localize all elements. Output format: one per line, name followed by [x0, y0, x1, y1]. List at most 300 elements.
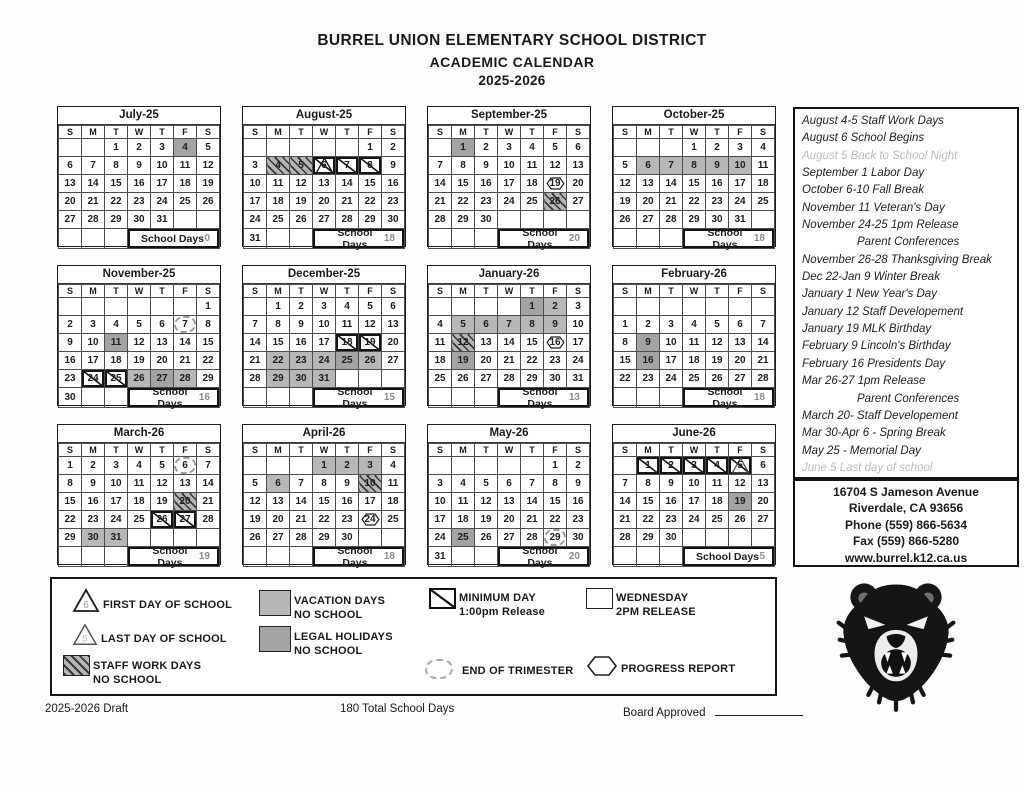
day-number: 26	[711, 373, 723, 384]
day-cell	[267, 370, 290, 388]
day-number: 3	[506, 142, 512, 153]
day-cell	[614, 175, 637, 193]
day-number: 7	[506, 319, 512, 330]
day-cell	[382, 157, 405, 175]
day-number: 31	[110, 532, 122, 543]
day-cell	[336, 157, 359, 175]
day-number: 17	[572, 337, 584, 348]
day-number: 22	[272, 355, 284, 366]
day-number: 4	[460, 478, 466, 489]
day-number: 22	[619, 373, 631, 384]
legend-first-day-label: FIRST DAY OF SCHOOL	[103, 599, 233, 611]
school-days-label: School Days	[337, 385, 373, 410]
day-cell	[614, 511, 637, 529]
day-cell	[244, 370, 267, 388]
day-number: 18	[457, 514, 469, 525]
day-cell	[59, 175, 82, 193]
school-days-box	[498, 544, 589, 569]
day-cell	[752, 493, 775, 511]
day-number: 31	[249, 233, 261, 244]
day-number: 19	[619, 196, 631, 207]
legend-vacation-sub: NO SCHOOL	[294, 609, 363, 621]
day-number: 29	[64, 532, 76, 543]
day-number: 21	[503, 355, 515, 366]
day-cell	[267, 388, 290, 408]
day-number: 12	[711, 337, 723, 348]
day-header: M	[267, 285, 290, 298]
day-number: 1	[367, 142, 373, 153]
school-days-count: 18	[753, 233, 765, 244]
day-number: 30	[295, 373, 307, 384]
day-cell	[313, 175, 336, 193]
day-number: 8	[622, 337, 628, 348]
school-days-box	[683, 385, 774, 410]
day-cell	[637, 475, 660, 493]
day-cell	[290, 457, 313, 475]
day-cell	[59, 529, 82, 547]
key-date-item: August 6 School Begins	[802, 132, 925, 145]
day-header: T	[151, 444, 174, 457]
legend-vacation	[259, 590, 385, 623]
day-cell	[498, 352, 521, 370]
day-number: 12	[364, 319, 376, 330]
day-cell	[498, 139, 521, 157]
day-cell	[359, 298, 382, 316]
day-number: 16	[642, 355, 654, 366]
day-cell	[498, 493, 521, 511]
day-number: 24	[734, 196, 746, 207]
day-number: 25	[457, 532, 469, 543]
day-cell	[313, 511, 336, 529]
month-table	[428, 125, 590, 249]
day-cell	[174, 334, 197, 352]
day-number: 3	[737, 142, 743, 153]
day-number: 22	[110, 196, 122, 207]
day-cell	[174, 457, 197, 475]
day-number: 15	[364, 178, 376, 189]
day-cell	[706, 175, 729, 193]
day-cell	[313, 193, 336, 211]
day-number: 30	[387, 214, 399, 225]
day-cell	[498, 193, 521, 211]
day-cell	[683, 457, 706, 475]
day-number: 27	[757, 514, 769, 525]
day-cell	[290, 298, 313, 316]
day-cell	[59, 193, 82, 211]
day-cell	[429, 229, 452, 249]
day-cell	[151, 316, 174, 334]
day-number: 7	[529, 478, 535, 489]
key-date-item: September 1 Labor Day	[802, 167, 925, 180]
day-cell	[729, 334, 752, 352]
school-days-cell	[313, 544, 405, 569]
day-cell	[614, 298, 637, 316]
day-header: T	[336, 126, 359, 139]
day-number: 30	[665, 532, 677, 543]
day-cell	[267, 316, 290, 334]
day-cell	[336, 316, 359, 334]
school-days-count: 16	[198, 392, 210, 403]
day-number: 3	[321, 301, 327, 312]
day-number: 25	[526, 196, 538, 207]
day-number: 9	[552, 319, 558, 330]
month-January-26	[427, 265, 591, 410]
day-cell	[660, 370, 683, 388]
day-header: S	[382, 285, 405, 298]
day-number: 25	[434, 373, 446, 384]
day-number: 26	[364, 355, 376, 366]
day-header: S	[429, 444, 452, 457]
day-number: 26	[133, 373, 145, 384]
day-header: W	[313, 285, 336, 298]
school-days-label: School Days	[337, 544, 373, 569]
legend-staff-sub: NO SCHOOL	[93, 674, 162, 686]
day-cell	[105, 457, 128, 475]
day-cell	[174, 493, 197, 511]
day-cell	[359, 457, 382, 475]
day-number: 8	[321, 478, 327, 489]
day-cell	[197, 298, 220, 316]
day-cell	[174, 511, 197, 529]
day-number: 1	[205, 301, 211, 312]
day-cell	[336, 352, 359, 370]
day-cell	[382, 475, 405, 493]
day-cell	[729, 475, 752, 493]
day-cell	[683, 529, 706, 547]
day-number: 11	[457, 496, 469, 507]
day-cell	[267, 529, 290, 547]
day-header: S	[197, 126, 220, 139]
day-cell	[244, 547, 267, 567]
day-cell	[290, 316, 313, 334]
day-number: 7	[344, 160, 350, 171]
day-number: 23	[549, 355, 561, 366]
day-cell	[336, 475, 359, 493]
day-cell	[683, 475, 706, 493]
legend-progress-label: PROGRESS REPORT	[621, 663, 736, 675]
day-number: 2	[714, 142, 720, 153]
day-number: 30	[572, 532, 584, 543]
day-number: 17	[734, 178, 746, 189]
legal-holidays-icon	[259, 626, 291, 652]
day-cell	[382, 511, 405, 529]
legend-box	[50, 577, 777, 696]
day-cell	[683, 175, 706, 193]
day-cell	[706, 157, 729, 175]
legend-wednesday-label: WEDNESDAY	[616, 592, 689, 604]
day-number: 18	[272, 196, 284, 207]
day-cell	[197, 475, 220, 493]
day-cell	[752, 193, 775, 211]
day-cell	[660, 316, 683, 334]
day-number: 27	[387, 355, 399, 366]
day-number: 9	[390, 160, 396, 171]
day-number: 10	[110, 478, 122, 489]
day-cell	[313, 157, 336, 175]
day-number: 26	[619, 214, 631, 225]
day-header: S	[614, 444, 637, 457]
day-header: T	[706, 126, 729, 139]
day-header: W	[128, 444, 151, 457]
month-table	[243, 284, 405, 408]
school-days-label: School Days	[707, 226, 743, 251]
key-date-item: August 4-5 Staff Work Days	[802, 115, 944, 127]
staff-work-days-icon	[63, 655, 90, 676]
day-cell	[82, 493, 105, 511]
day-cell	[359, 511, 382, 529]
day-number: 15	[549, 496, 561, 507]
day-cell	[244, 457, 267, 475]
day-cell	[729, 298, 752, 316]
school-days-count: 18	[383, 233, 395, 244]
day-number: 10	[503, 160, 515, 171]
day-cell	[382, 175, 405, 193]
day-number: 20	[179, 496, 191, 507]
school-days-count: 19	[198, 551, 210, 562]
school-days-cell	[128, 385, 220, 410]
day-number: 13	[734, 337, 746, 348]
address-website: www.burrel.k12.ca.us	[844, 550, 968, 565]
day-number: 8	[460, 160, 466, 171]
day-number: 1	[645, 460, 651, 471]
legend-staff-work	[63, 655, 201, 688]
day-number: 28	[179, 373, 191, 384]
day-cell	[752, 157, 775, 175]
day-cell	[267, 547, 290, 567]
day-cell	[429, 139, 452, 157]
day-header: T	[660, 444, 683, 457]
day-cell	[336, 193, 359, 211]
day-number: 5	[367, 301, 373, 312]
school-days-cell	[313, 385, 405, 410]
school-days-box	[313, 544, 404, 569]
day-number: 2	[67, 319, 73, 330]
day-cell	[752, 334, 775, 352]
day-number: 10	[572, 319, 584, 330]
legend-first-day	[72, 588, 232, 619]
day-cell	[336, 175, 359, 193]
day-number: 2	[575, 460, 581, 471]
day-cell	[729, 352, 752, 370]
day-cell	[567, 457, 590, 475]
month-June-26	[612, 424, 776, 565]
day-number: 28	[341, 214, 353, 225]
day-cell	[683, 334, 706, 352]
day-cell	[544, 139, 567, 157]
day-cell	[429, 370, 452, 388]
day-cell	[313, 334, 336, 352]
day-number: 29	[110, 214, 122, 225]
day-header: T	[336, 444, 359, 457]
day-header: M	[82, 444, 105, 457]
day-number: 8	[552, 478, 558, 489]
day-cell	[429, 316, 452, 334]
day-header: S	[429, 285, 452, 298]
school-days-box	[498, 385, 589, 410]
day-cell	[637, 370, 660, 388]
day-cell	[244, 229, 267, 249]
day-number: 12	[734, 478, 746, 489]
day-number: 23	[711, 196, 723, 207]
school-days-cell	[683, 547, 775, 567]
day-cell	[105, 316, 128, 334]
day-cell	[359, 316, 382, 334]
day-cell	[567, 370, 590, 388]
day-cell	[452, 547, 475, 567]
day-number: 15	[202, 337, 214, 348]
day-number: 19	[156, 496, 168, 507]
day-number: 3	[437, 478, 443, 489]
day-cell	[244, 388, 267, 408]
day-number: 7	[90, 160, 96, 171]
school-days-box	[313, 226, 404, 251]
day-cell	[637, 229, 660, 249]
day-header: S	[244, 444, 267, 457]
day-cell	[151, 457, 174, 475]
day-cell	[174, 193, 197, 211]
day-header: F	[174, 444, 197, 457]
day-number: 24	[87, 373, 99, 384]
day-cell	[637, 511, 660, 529]
day-cell	[82, 316, 105, 334]
day-number: 26	[156, 514, 168, 525]
day-cell	[382, 457, 405, 475]
day-number: 3	[159, 142, 165, 153]
day-cell	[614, 547, 637, 567]
day-number: 23	[480, 196, 492, 207]
day-cell	[197, 511, 220, 529]
day-number: 25	[757, 196, 769, 207]
day-cell	[151, 352, 174, 370]
day-number: 29	[642, 532, 654, 543]
day-cell	[313, 298, 336, 316]
day-number: 5	[159, 460, 165, 471]
day-cell	[475, 493, 498, 511]
key-date-item: March 20- Staff Developement	[802, 409, 958, 422]
day-cell	[660, 547, 683, 567]
day-number: 31	[434, 551, 446, 562]
day-number: 29	[318, 532, 330, 543]
day-cell	[521, 316, 544, 334]
day-number: 28	[619, 532, 631, 543]
day-number: 10	[688, 478, 700, 489]
day-cell	[729, 511, 752, 529]
school-days-count: 20	[568, 233, 580, 244]
day-number: 6	[67, 160, 73, 171]
day-cell	[614, 229, 637, 249]
month-table	[428, 443, 590, 567]
day-cell	[82, 475, 105, 493]
day-cell	[244, 139, 267, 157]
day-cell	[567, 511, 590, 529]
day-number: 10	[249, 178, 261, 189]
day-cell	[544, 457, 567, 475]
day-cell	[197, 193, 220, 211]
day-number: 20	[480, 355, 492, 366]
month-title: July-25	[58, 107, 220, 125]
school-days-cell	[498, 544, 590, 569]
day-cell	[567, 529, 590, 547]
day-cell	[82, 334, 105, 352]
day-number: 21	[526, 514, 538, 525]
day-number: 11	[711, 478, 723, 489]
day-cell	[683, 157, 706, 175]
day-cell	[475, 229, 498, 249]
day-number: 1	[67, 460, 73, 471]
day-cell	[614, 334, 637, 352]
day-number: 21	[179, 355, 191, 366]
month-table	[243, 443, 405, 567]
day-number: 12	[133, 337, 145, 348]
day-cell	[660, 211, 683, 229]
day-number: 22	[642, 514, 654, 525]
day-cell	[729, 139, 752, 157]
day-number: 25	[711, 514, 723, 525]
day-cell	[475, 298, 498, 316]
day-number: 28	[757, 373, 769, 384]
day-cell	[359, 475, 382, 493]
day-cell	[614, 352, 637, 370]
day-cell	[82, 229, 105, 249]
day-cell	[752, 475, 775, 493]
day-cell	[82, 352, 105, 370]
day-number: 21	[249, 355, 261, 366]
day-number: 29	[364, 214, 376, 225]
day-number: 18	[133, 496, 145, 507]
day-number: 11	[526, 160, 538, 171]
day-cell	[267, 175, 290, 193]
day-header: M	[637, 444, 660, 457]
day-cell	[475, 457, 498, 475]
day-header: F	[174, 126, 197, 139]
day-number: 10	[364, 478, 376, 489]
day-cell	[752, 511, 775, 529]
day-number: 26	[249, 532, 261, 543]
day-cell	[683, 193, 706, 211]
day-cell	[82, 139, 105, 157]
key-date-item: February 16 Presidents Day	[802, 357, 946, 370]
day-number: 30	[341, 532, 353, 543]
day-cell	[660, 511, 683, 529]
day-number: 31	[734, 214, 746, 225]
day-number: 23	[665, 514, 677, 525]
day-number: 18	[341, 337, 353, 348]
day-header: S	[197, 444, 220, 457]
key-date-item: August 5 Back to School Night	[802, 149, 958, 162]
day-cell	[82, 511, 105, 529]
day-number: 12	[249, 496, 261, 507]
day-cell	[475, 511, 498, 529]
day-cell	[752, 211, 775, 229]
day-cell	[614, 139, 637, 157]
day-number: 27	[480, 373, 492, 384]
day-number: 15	[110, 178, 122, 189]
day-cell	[660, 529, 683, 547]
day-number: 2	[90, 460, 96, 471]
day-cell	[290, 211, 313, 229]
day-cell	[382, 139, 405, 157]
day-cell	[151, 475, 174, 493]
last-day-triangle-icon	[72, 623, 98, 652]
day-header: T	[475, 126, 498, 139]
address-phone: Phone (559) 866-5634	[844, 517, 968, 532]
day-header: S	[244, 126, 267, 139]
day-cell	[567, 157, 590, 175]
day-number: 17	[665, 355, 677, 366]
day-number: 6	[182, 460, 188, 471]
day-number: 13	[642, 178, 654, 189]
day-cell	[729, 175, 752, 193]
